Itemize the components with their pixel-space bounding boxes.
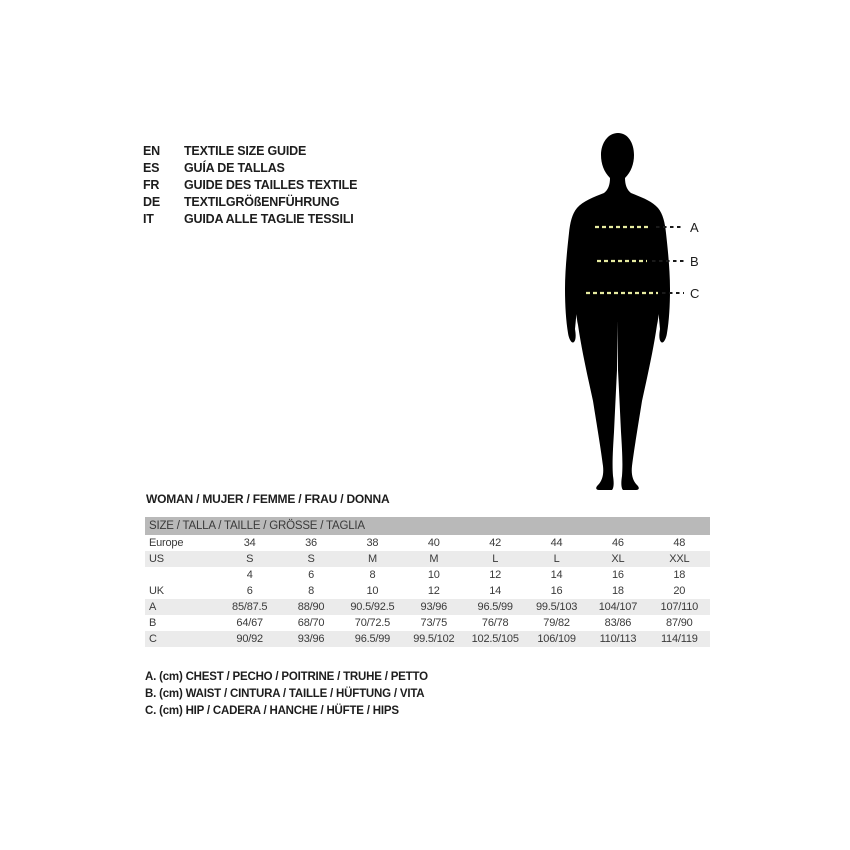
size-value: S xyxy=(246,553,254,565)
size-value: 4 xyxy=(246,569,253,581)
lang-title: TEXTILE SIZE GUIDE xyxy=(184,143,307,158)
size-table-header: SIZE / TALLA / TAILLE / GRÖSSE / TAGLIA xyxy=(145,517,710,535)
size-value: 73/75 xyxy=(420,617,448,629)
size-value: L xyxy=(553,553,560,565)
size-value: L xyxy=(492,553,499,565)
woman-silhouette-svg xyxy=(545,120,725,500)
size-table xyxy=(145,517,710,647)
size-value: 46 xyxy=(612,537,624,549)
size-value: 36 xyxy=(305,537,317,549)
size-table-body xyxy=(145,535,710,647)
size-value: 44 xyxy=(550,537,563,549)
lang-code: ES xyxy=(143,160,160,175)
size-value: 8 xyxy=(369,569,376,581)
size-value: 107/110 xyxy=(660,601,699,613)
size-value: 34 xyxy=(243,537,256,549)
size-value: XL xyxy=(611,553,625,565)
size-value: 12 xyxy=(427,585,440,597)
table-row xyxy=(145,535,710,551)
row-label: B xyxy=(149,617,157,629)
table-row xyxy=(145,615,710,631)
size-value: 104/107 xyxy=(598,601,638,613)
table-row xyxy=(145,551,710,567)
chest-label: A xyxy=(690,220,699,235)
table-row xyxy=(145,567,710,583)
lang-title: TEXTILGRÖßENFÜHRUNG xyxy=(184,194,340,209)
note-hip: C. (cm) HIP / CADERA / HANCHE / HÜFTE / HIPS xyxy=(145,705,399,717)
size-value: 99.5/103 xyxy=(535,601,578,613)
legend-row-it xyxy=(143,210,357,227)
table-row xyxy=(145,583,710,599)
size-value: 38 xyxy=(366,537,379,549)
size-value: 110/113 xyxy=(599,633,637,645)
size-value: 18 xyxy=(612,585,624,597)
lang-code: DE xyxy=(143,194,160,209)
size-value: 18 xyxy=(673,569,686,581)
size-value: 102.5/105 xyxy=(471,633,519,645)
size-value: 10 xyxy=(366,585,379,597)
size-value: 96.5/99 xyxy=(354,633,391,645)
size-value: 90.5/92.5 xyxy=(350,601,395,613)
size-value: 8 xyxy=(308,585,315,597)
size-value: 10 xyxy=(427,569,440,581)
size-value: 16 xyxy=(612,569,624,581)
lang-title: GUIDE DES TAILLES TEXTILE xyxy=(184,177,358,192)
row-label: A xyxy=(149,601,157,613)
size-value: 90/92 xyxy=(236,633,263,645)
size-value: 96.5/99 xyxy=(477,601,513,613)
category-title: WOMAN / MUJER / FEMME / FRAU / DONNA xyxy=(146,492,390,506)
lang-title: GUÍA DE TALLAS xyxy=(184,160,285,175)
size-value: 6 xyxy=(308,569,315,581)
hip-label: C xyxy=(690,286,700,301)
size-value: 68/70 xyxy=(297,617,325,629)
woman-silhouette xyxy=(565,133,670,490)
measurement-figure xyxy=(545,120,725,500)
lang-title: GUIDA ALLE TAGLIE TESSILI xyxy=(184,211,354,226)
size-value: 64/67 xyxy=(236,617,263,629)
size-value: 93/96 xyxy=(420,601,448,613)
size-value: XXL xyxy=(669,553,690,565)
size-value: 93/96 xyxy=(297,633,325,645)
size-value: 106/109 xyxy=(537,633,576,645)
size-value: 48 xyxy=(673,537,686,549)
table-row xyxy=(145,631,710,647)
language-legend xyxy=(143,142,357,227)
size-value: 99.5/102 xyxy=(413,633,455,645)
table-row xyxy=(145,599,710,615)
lang-code: FR xyxy=(143,177,160,192)
size-value: S xyxy=(307,553,315,565)
size-value: 79/82 xyxy=(543,617,570,629)
legend-row-en xyxy=(143,142,357,159)
size-value: 85/87.5 xyxy=(232,601,268,613)
size-value: M xyxy=(367,553,377,565)
legend-row-fr xyxy=(143,176,357,193)
note-waist: B. (cm) WAIST / CINTURA / TAILLE / HÜFTUNG / VITA xyxy=(145,688,425,700)
size-value: 14 xyxy=(489,585,502,597)
legend-row-de xyxy=(143,193,357,210)
legend-row-es xyxy=(143,159,357,176)
measurement-notes xyxy=(145,671,428,722)
size-value: 20 xyxy=(673,585,686,597)
size-value: 42 xyxy=(489,537,502,549)
lang-code: IT xyxy=(143,211,154,226)
waist-label: B xyxy=(690,254,699,269)
size-value: M xyxy=(429,553,439,565)
size-value: 12 xyxy=(489,569,502,581)
lang-code: EN xyxy=(143,143,160,158)
row-label: UK xyxy=(149,585,164,597)
row-label: C xyxy=(149,633,157,645)
size-value: 83/86 xyxy=(604,617,632,629)
size-value: 40 xyxy=(427,537,440,549)
row-label: Europe xyxy=(149,537,184,549)
size-value: 114/119 xyxy=(660,633,698,645)
size-value: 88/90 xyxy=(297,601,325,613)
size-value: 16 xyxy=(550,585,563,597)
size-value: 14 xyxy=(550,569,563,581)
size-value: 70/72.5 xyxy=(354,617,391,629)
size-value: 87/90 xyxy=(666,617,693,629)
note-chest: A. (cm) CHEST / PECHO / POITRINE / TRUHE / PETTO xyxy=(145,671,428,683)
size-value: 76/78 xyxy=(481,617,509,629)
row-label: US xyxy=(149,553,164,565)
size-value: 6 xyxy=(246,585,253,597)
